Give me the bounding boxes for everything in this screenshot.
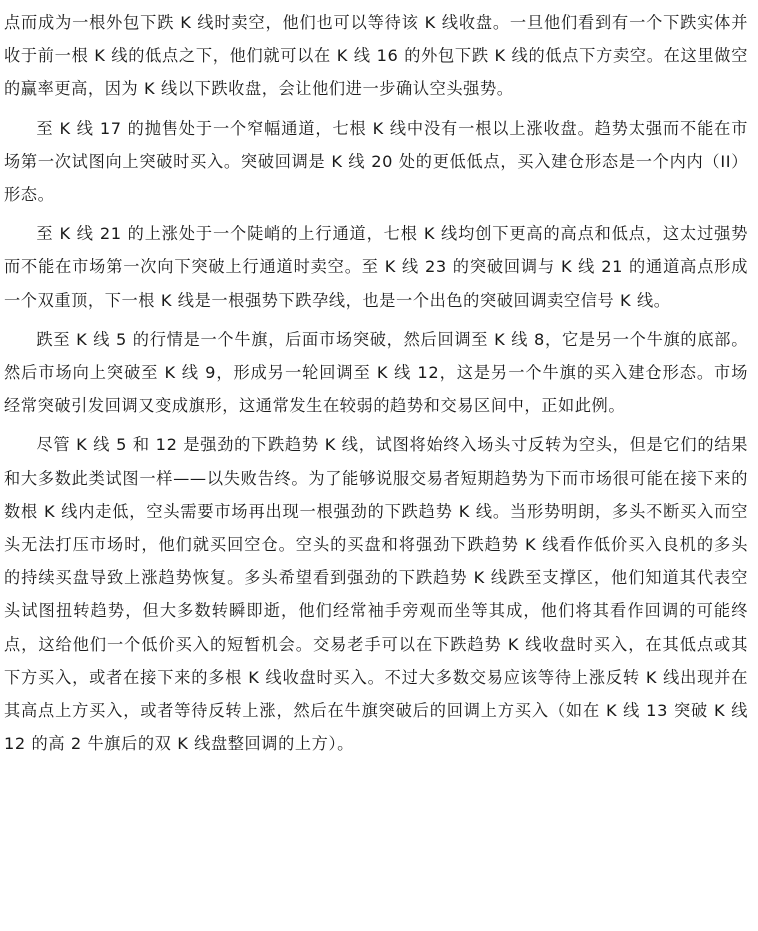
paragraph: 跌至 K 线 5 的行情是一个牛旗，后面市场突破，然后回调至 K 线 8，它是另一个牛旗的底部。然后市场向上突破至 K 线 9，形成另一轮回调至 K 线 12，这是另一个牛旗的买入建仓形态。市场经常突破引发回调又变成旗形，这通常发生在较弱的趋势和交易区间中，正如此例。 bbox=[4, 329, 748, 416]
paragraph-continued: 点而成为一根外包下跌 K 线时卖空，他们也可以等待该 K 线收盘。一旦他们看到有一个下跌实体并收于前一根 K 线的低点之下，他们就可以在 K 线 16 的外包下跌 K 线的低点下方卖空。在这里做空的赢率更高，因为 K 线以下跌收盘，会让他们进一步确认空头强势。 bbox=[4, 13, 748, 99]
paragraph: 尽管 K 线 5 和 12 是强劲的下跌趋势 K 线，试图将始终入场头寸反转为空头，但是它们的结果和大多数此类试图一样——以失败告终。为了能够说服交易者短期趋势为下而市场很可能在接下来的数根 K 线内走低，空头需要市场再出现一根强劲的下跌趋势 K 线。当形势明朗，多头不断买入而空头无法打压市场时，他们就买回空仓。空头的买盘和将强劲下跌趋势 K 线看作低价买入良机的多头的持续买盘导致上涨趋势恢复。多头希望看到强劲的下跌趋势 K 线跌至支撑区，他们知道其代表空头试图扭转趋势，但大多数转瞬即逝，他们经常袖手旁观而坐等其成，他们将其看作回调的可能终点，这给他们一个低价买入的短暂机会。交易老手可以在下跌趋势 K 线收盘时买入，在其低点或其下方买入，或者在接下来的多根 K 线收盘时买入。不过大多数交易应该等待上涨反转 K 线出现并在其高点上方买入，或者等待反转上涨，然后在牛旗突破后的回调上方买入（如在 K 线 13 突破 K 线 12 的高 2 牛旗后的双 K 线盘整回调的上方）。 bbox=[4, 435, 748, 754]
paragraph: 至 K 线 17 的抛售处于一个窄幅通道，七根 K 线中没有一根以上涨收盘。趋势太强而不能在市场第一次试图向上突破时买入。突破回调是 K 线 20 处的更低低点，买入建仓形态是一个内内（II）形态。 bbox=[4, 118, 748, 205]
paragraph: 至 K 线 21 的上涨处于一个陡峭的上行通道，七根 K 线均创下更高的高点和低点，这太过强势而不能在市场第一次向下突破上行通道时卖空。至 K 线 23 的突破回调与 K 线 21 的通道高点形成一个双重顶，下一根 K 线是一根强势下跌孕线，也是一个出色的突破回调卖空信号 K 线。 bbox=[4, 224, 748, 310]
